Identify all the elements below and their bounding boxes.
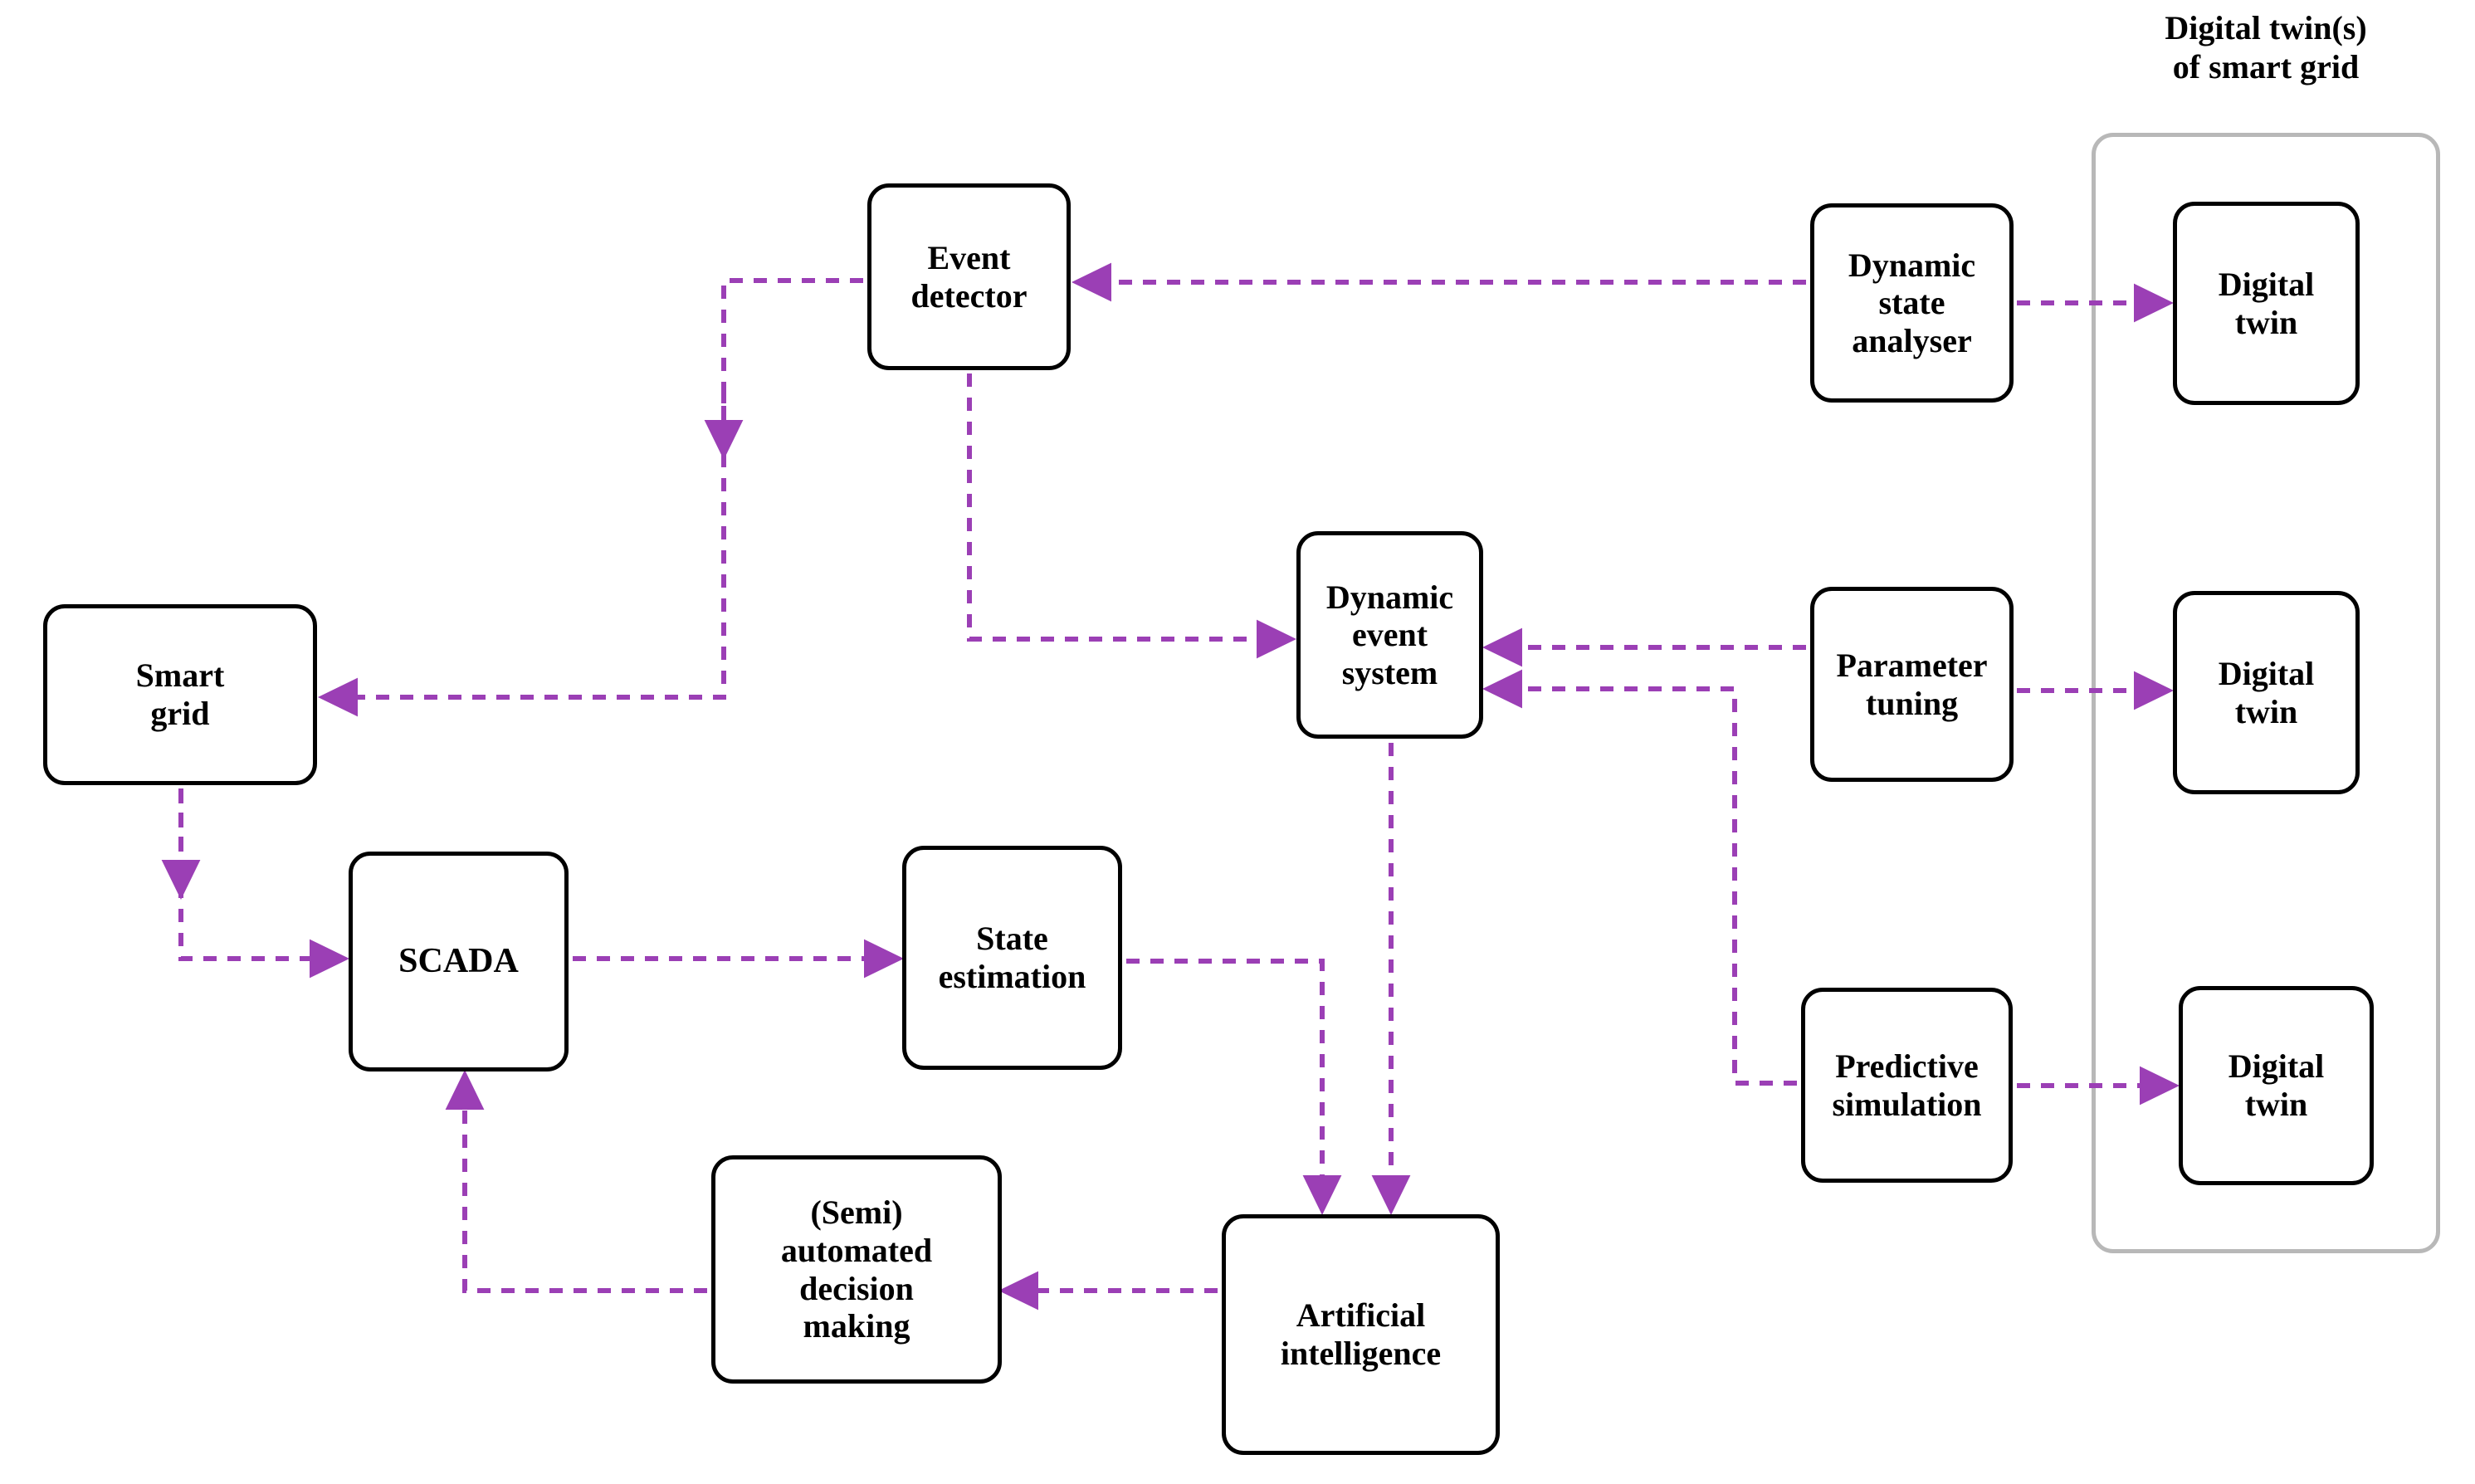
node-parameter-tuning[interactable]: [1810, 587, 2014, 782]
node-digital-twin-2[interactable]: [2173, 591, 2360, 794]
node-label: Dynamic event system: [1325, 578, 1454, 691]
node-label: Digital twin: [2228, 1047, 2325, 1123]
node-state-estimation[interactable]: [902, 846, 1122, 1070]
node-label: Digital twin: [2218, 265, 2315, 341]
node-semi-automated-decision-making[interactable]: [711, 1155, 1002, 1384]
node-artificial-intelligence[interactable]: [1222, 1214, 1500, 1455]
node-label: Parameter tuning: [1836, 646, 1988, 722]
edge-predictive-simulation-to-dynamic-event-system: [1490, 689, 1797, 1083]
group-title-line-2: of smart grid: [2172, 48, 2360, 86]
edge-event-detector-to-smart-grid: [325, 281, 863, 697]
edge-event-detector-to-dynamic-event-system: [969, 373, 1289, 639]
node-smart-grid[interactable]: [43, 604, 317, 785]
digital-twin-group-title: [2092, 8, 2440, 86]
node-label: (Semi) automated decision making: [780, 1194, 933, 1345]
group-title-line-1: Digital twin(s): [2165, 9, 2367, 46]
node-label: State estimation: [938, 920, 1086, 995]
node-event-detector[interactable]: [867, 183, 1071, 370]
node-label: Digital twin: [2218, 654, 2315, 730]
node-scada[interactable]: [349, 852, 569, 1072]
node-label: Smart grid: [135, 657, 225, 732]
node-label: Dynamic state analyser: [1848, 246, 1976, 359]
node-predictive-simulation[interactable]: [1801, 988, 2013, 1183]
node-label: Predictive simulation: [1832, 1047, 1982, 1123]
node-dynamic-state-analyser[interactable]: [1810, 203, 2014, 403]
node-digital-twin-1[interactable]: [2173, 202, 2360, 405]
node-dynamic-event-system[interactable]: [1296, 531, 1483, 739]
node-label: Artificial intelligence: [1280, 1296, 1442, 1372]
edge-state-estimation-to-artificial-intelligence: [1126, 961, 1322, 1208]
node-digital-twin-3[interactable]: [2179, 986, 2374, 1185]
edge-decision-making-to-scada: [465, 1077, 707, 1291]
node-label: Event detector: [910, 238, 1028, 315]
node-label: SCADA: [398, 941, 519, 980]
edge-smart-grid-to-scada: [181, 788, 342, 959]
